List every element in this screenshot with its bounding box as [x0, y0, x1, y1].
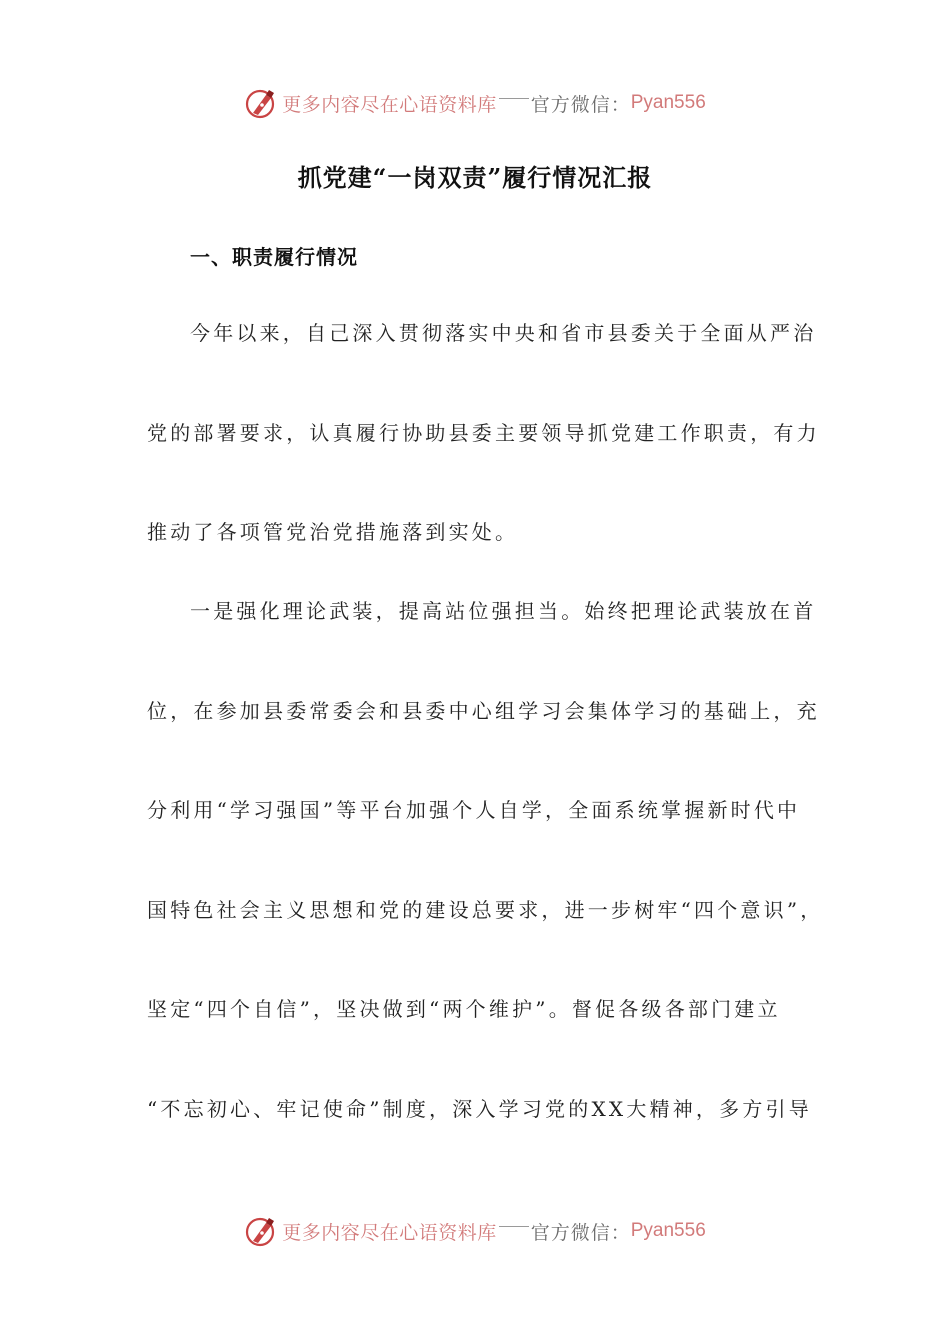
header-banner	[0, 83, 950, 123]
body-line-9: “不忘初心、牢记使命”制度，深入学习党的XX大精神，多方引导	[147, 1097, 812, 1121]
footer-wechat-id: Pyan556	[630, 1220, 706, 1241]
footer-site-text: 更多内容尽在心语资料库	[282, 1221, 497, 1244]
footer-banner	[0, 1211, 950, 1251]
banner-wechat-label: 官方微信：	[530, 93, 631, 116]
body-line-6: 分利用“学习强国”等平台加强个人自学，全面系统掌握新时代中	[147, 798, 801, 822]
body-line-1: 今年以来，自己深入贯彻落实中央和省市县委关于全面从严治	[190, 321, 817, 345]
body-line-5: 位，在参加县委常委会和县委中心组学习会集体学习的基础上，充	[147, 699, 820, 723]
banner-site-text: 更多内容尽在心语资料库	[282, 93, 497, 116]
banner-dash	[499, 98, 529, 99]
pen-nib-logo-icon	[244, 86, 278, 120]
banner-wechat-id: Pyan556	[630, 92, 706, 113]
footer-dash	[499, 1226, 529, 1227]
body-line-7: 国特色社会主义思想和党的建设总要求，进一步树牢“四个意识”，	[147, 898, 824, 922]
pen-nib-logo-icon	[244, 1214, 278, 1248]
body-line-4: 一是强化理论武装，提高站位强担当。始终把理论武装放在首	[190, 599, 817, 623]
body-line-3: 推动了各项管党治党措施落到实处。	[147, 520, 519, 544]
body-line-8: 坚定“四个自信”，坚决做到“两个维护”。督促各级各部门建立	[147, 997, 781, 1021]
section-heading: 一、职责履行情况	[190, 245, 358, 269]
document-title: 抓党建“一岗双责”履行情况汇报	[297, 163, 653, 192]
footer-wechat-label: 官方微信：	[530, 1221, 631, 1244]
body-line-2: 党的部署要求，认真履行协助县委主要领导抓党建工作职责，有力	[147, 421, 820, 445]
